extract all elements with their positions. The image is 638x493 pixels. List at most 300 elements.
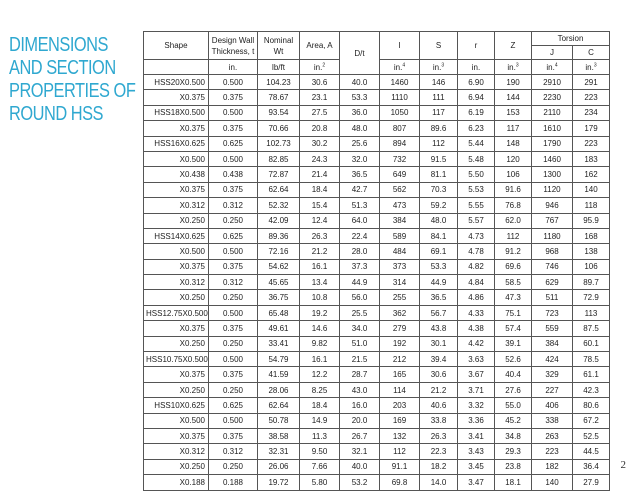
value-cell: 30.6: [420, 367, 458, 382]
value-cell: 41.59: [258, 367, 300, 382]
value-cell: 484: [380, 244, 420, 259]
value-cell: 117: [495, 121, 532, 136]
header-area: Area, A: [300, 32, 340, 60]
value-cell: 106: [495, 167, 532, 182]
value-cell: 968: [532, 244, 573, 259]
shape-cell: HSS12.75X0.500: [144, 305, 209, 320]
value-cell: 0.312: [209, 444, 258, 459]
shape-cell: X0.438: [144, 167, 209, 182]
value-cell: 1790: [532, 136, 573, 151]
value-cell: 179: [573, 121, 610, 136]
value-cell: 0.375: [209, 367, 258, 382]
value-cell: 0.312: [209, 275, 258, 290]
value-cell: 78.67: [258, 90, 300, 105]
value-cell: 72.16: [258, 244, 300, 259]
value-cell: 1460: [380, 75, 420, 90]
value-cell: 38.58: [258, 428, 300, 443]
shape-cell: X0.312: [144, 198, 209, 213]
value-cell: 117: [420, 105, 458, 120]
value-cell: 18.1: [495, 475, 532, 490]
value-cell: 148: [495, 136, 532, 151]
value-cell: 39.4: [420, 352, 458, 367]
value-cell: 649: [380, 167, 420, 182]
table-row: [144, 105, 610, 120]
value-cell: 732: [380, 151, 420, 166]
value-cell: 9.82: [300, 336, 340, 351]
value-cell: 9.50: [300, 444, 340, 459]
value-cell: 0.375: [209, 121, 258, 136]
value-cell: 40.0: [340, 75, 380, 90]
shape-cell: X0.500: [144, 151, 209, 166]
header-shape: Shape: [144, 32, 209, 60]
hss-properties-table: [143, 31, 610, 491]
value-cell: 56.0: [340, 290, 380, 305]
value-cell: 65.48: [258, 305, 300, 320]
value-cell: 473: [380, 198, 420, 213]
value-cell: 3.32: [458, 398, 495, 413]
value-cell: 40.4: [495, 367, 532, 382]
value-cell: 14.9: [300, 413, 340, 428]
value-cell: 111: [420, 90, 458, 105]
value-cell: 223: [532, 444, 573, 459]
value-cell: 42.7: [340, 182, 380, 197]
title-line-2: AND SECTION: [9, 57, 116, 79]
table-row: [144, 428, 610, 443]
value-cell: 4.33: [458, 305, 495, 320]
value-cell: 33.8: [420, 413, 458, 428]
value-cell: 2110: [532, 105, 573, 120]
table-row: [144, 75, 610, 90]
value-cell: 11.3: [300, 428, 340, 443]
value-cell: 95.9: [573, 213, 610, 228]
value-cell: 3.43: [458, 444, 495, 459]
value-cell: 1050: [380, 105, 420, 120]
value-cell: 183: [573, 151, 610, 166]
value-cell: 16.1: [300, 259, 340, 274]
value-cell: 5.50: [458, 167, 495, 182]
value-cell: 140: [573, 182, 610, 197]
value-cell: 227: [532, 382, 573, 397]
value-cell: 120: [495, 151, 532, 166]
value-cell: 291: [573, 75, 610, 90]
table-row: [144, 213, 610, 228]
value-cell: 0.500: [209, 151, 258, 166]
value-cell: 329: [532, 367, 573, 382]
value-cell: 0.500: [209, 244, 258, 259]
value-cell: 12.2: [300, 367, 340, 382]
value-cell: 57.4: [495, 321, 532, 336]
value-cell: 0.500: [209, 413, 258, 428]
table-row: [144, 382, 610, 397]
value-cell: 25.5: [340, 305, 380, 320]
value-cell: 212: [380, 352, 420, 367]
value-cell: 2910: [532, 75, 573, 90]
value-cell: 48.0: [420, 213, 458, 228]
header-j: J: [532, 46, 573, 60]
shape-cell: X0.375: [144, 428, 209, 443]
value-cell: 3.47: [458, 475, 495, 490]
value-cell: 102.73: [258, 136, 300, 151]
value-cell: 106: [573, 259, 610, 274]
value-cell: 511: [532, 290, 573, 305]
value-cell: 4.86: [458, 290, 495, 305]
value-cell: 182: [532, 459, 573, 474]
value-cell: 255: [380, 290, 420, 305]
value-cell: 0.500: [209, 105, 258, 120]
value-cell: 21.2: [300, 244, 340, 259]
value-cell: 52.5: [573, 428, 610, 443]
value-cell: 48.0: [340, 121, 380, 136]
value-cell: 3.67: [458, 367, 495, 382]
title-line-1: DIMENSIONS: [9, 34, 108, 56]
value-cell: 559: [532, 321, 573, 336]
value-cell: 36.5: [420, 290, 458, 305]
value-cell: 5.80: [300, 475, 340, 490]
unit-cell: in.$^4$: [380, 60, 420, 75]
value-cell: 60.1: [573, 336, 610, 351]
value-cell: 64.0: [340, 213, 380, 228]
table-row: [144, 121, 610, 136]
value-cell: 40.0: [340, 459, 380, 474]
shape-cell: X0.375: [144, 321, 209, 336]
value-cell: 3.71: [458, 382, 495, 397]
shape-cell: X0.500: [144, 244, 209, 259]
table-row: [144, 290, 610, 305]
value-cell: 33.41: [258, 336, 300, 351]
unit-cell: in.: [209, 60, 258, 75]
shape-cell: X0.250: [144, 213, 209, 228]
table-row: [144, 475, 610, 490]
table-row: [144, 398, 610, 413]
value-cell: 15.4: [300, 198, 340, 213]
value-cell: 3.36: [458, 413, 495, 428]
value-cell: 36.0: [340, 105, 380, 120]
value-cell: 30.2: [300, 136, 340, 151]
title-line-3: PROPERTIES OF: [9, 80, 136, 102]
value-cell: 279: [380, 321, 420, 336]
value-cell: 0.250: [209, 459, 258, 474]
value-cell: 1300: [532, 167, 573, 182]
value-cell: 28.06: [258, 382, 300, 397]
value-cell: 14.0: [420, 475, 458, 490]
shape-cell: HSS18X0.500: [144, 105, 209, 120]
value-cell: 54.79: [258, 352, 300, 367]
value-cell: 34.8: [495, 428, 532, 443]
value-cell: 140: [532, 475, 573, 490]
value-cell: 42.09: [258, 213, 300, 228]
header-design-wall: Design Wall Thickness, t: [209, 32, 258, 60]
value-cell: 0.625: [209, 398, 258, 413]
value-cell: 69.6: [495, 259, 532, 274]
value-cell: 4.73: [458, 228, 495, 243]
value-cell: 894: [380, 136, 420, 151]
value-cell: 54.62: [258, 259, 300, 274]
shape-cell: X0.250: [144, 290, 209, 305]
value-cell: 52.32: [258, 198, 300, 213]
value-cell: 118: [573, 198, 610, 213]
value-cell: 91.5: [420, 151, 458, 166]
header-s: S: [420, 32, 458, 60]
value-cell: 4.84: [458, 275, 495, 290]
value-cell: 19.2: [300, 305, 340, 320]
value-cell: 13.4: [300, 275, 340, 290]
value-cell: 44.5: [573, 444, 610, 459]
value-cell: 37.3: [340, 259, 380, 274]
value-cell: 946: [532, 198, 573, 213]
value-cell: 76.8: [495, 198, 532, 213]
value-cell: 192: [380, 336, 420, 351]
value-cell: 49.61: [258, 321, 300, 336]
header-nominal-wt: Nominal Wt: [258, 32, 300, 60]
value-cell: 55.0: [495, 398, 532, 413]
value-cell: 39.1: [495, 336, 532, 351]
value-cell: 27.5: [300, 105, 340, 120]
value-cell: 45.2: [495, 413, 532, 428]
table-row: [144, 305, 610, 320]
value-cell: 138: [573, 244, 610, 259]
value-cell: 27.9: [573, 475, 610, 490]
value-cell: 43.8: [420, 321, 458, 336]
shape-cell: X0.375: [144, 121, 209, 136]
value-cell: 69.8: [380, 475, 420, 490]
value-cell: 91.6: [495, 182, 532, 197]
value-cell: 0.625: [209, 228, 258, 243]
value-cell: 53.2: [340, 475, 380, 490]
value-cell: 4.42: [458, 336, 495, 351]
value-cell: 406: [532, 398, 573, 413]
value-cell: 589: [380, 228, 420, 243]
value-cell: 4.38: [458, 321, 495, 336]
value-cell: 32.1: [340, 444, 380, 459]
value-cell: 51.3: [340, 198, 380, 213]
value-cell: 0.438: [209, 167, 258, 182]
value-cell: 723: [532, 305, 573, 320]
header-i: I: [380, 32, 420, 60]
value-cell: 263: [532, 428, 573, 443]
value-cell: 82.85: [258, 151, 300, 166]
table-row: [144, 151, 610, 166]
shape-cell: HSS20X0.500: [144, 75, 209, 90]
value-cell: 14.6: [300, 321, 340, 336]
value-cell: 162: [573, 167, 610, 182]
value-cell: 22.4: [340, 228, 380, 243]
value-cell: 0.500: [209, 305, 258, 320]
value-cell: 5.55: [458, 198, 495, 213]
value-cell: 0.188: [209, 475, 258, 490]
value-cell: 81.1: [420, 167, 458, 182]
table-row: [144, 198, 610, 213]
table-row: [144, 321, 610, 336]
table-row: [144, 136, 610, 151]
value-cell: 62.64: [258, 182, 300, 197]
value-cell: 32.31: [258, 444, 300, 459]
value-cell: 47.3: [495, 290, 532, 305]
value-cell: 0.625: [209, 136, 258, 151]
value-cell: 362: [380, 305, 420, 320]
shape-cell: X0.375: [144, 182, 209, 197]
value-cell: 34.0: [340, 321, 380, 336]
value-cell: 3.45: [458, 459, 495, 474]
value-cell: 21.5: [340, 352, 380, 367]
value-cell: 234: [573, 105, 610, 120]
value-cell: 91.1: [380, 459, 420, 474]
value-cell: 5.44: [458, 136, 495, 151]
value-cell: 3.41: [458, 428, 495, 443]
table-row: [144, 259, 610, 274]
value-cell: 53.3: [340, 90, 380, 105]
shape-cell: X0.188: [144, 475, 209, 490]
value-cell: 0.375: [209, 90, 258, 105]
value-cell: 8.25: [300, 382, 340, 397]
shape-cell: X0.500: [144, 413, 209, 428]
value-cell: 28.7: [340, 367, 380, 382]
value-cell: 0.375: [209, 259, 258, 274]
value-cell: 24.3: [300, 151, 340, 166]
unit-cell: in.$^3$: [495, 60, 532, 75]
value-cell: 58.5: [495, 275, 532, 290]
value-cell: 384: [532, 336, 573, 351]
value-cell: 18.4: [300, 182, 340, 197]
value-cell: 87.5: [573, 321, 610, 336]
value-cell: 165: [380, 367, 420, 382]
value-cell: 767: [532, 213, 573, 228]
value-cell: 384: [380, 213, 420, 228]
value-cell: 1460: [532, 151, 573, 166]
table-row: [144, 352, 610, 367]
value-cell: 36.5: [340, 167, 380, 182]
header-torsion: Torsion: [532, 32, 610, 46]
value-cell: 7.66: [300, 459, 340, 474]
value-cell: 72.9: [573, 290, 610, 305]
value-cell: 62.0: [495, 213, 532, 228]
value-cell: 807: [380, 121, 420, 136]
shape-cell: X0.250: [144, 336, 209, 351]
value-cell: 23.1: [300, 90, 340, 105]
value-cell: 169: [380, 413, 420, 428]
value-cell: 56.7: [420, 305, 458, 320]
unit-cell: in.$^3$: [420, 60, 458, 75]
value-cell: 30.1: [420, 336, 458, 351]
value-cell: 20.0: [340, 413, 380, 428]
value-cell: 424: [532, 352, 573, 367]
table-row: [144, 228, 610, 243]
shape-cell: HSS10.75X0.500: [144, 352, 209, 367]
value-cell: 153: [495, 105, 532, 120]
value-cell: 59.2: [420, 198, 458, 213]
value-cell: 28.0: [340, 244, 380, 259]
table-header: [144, 32, 610, 75]
value-cell: 26.3: [300, 228, 340, 243]
value-cell: 4.78: [458, 244, 495, 259]
table-row: [144, 167, 610, 182]
value-cell: 26.3: [420, 428, 458, 443]
header-z: Z: [495, 32, 532, 60]
value-cell: 40.6: [420, 398, 458, 413]
value-cell: 93.54: [258, 105, 300, 120]
unit-cell: in.$^2$: [300, 60, 340, 75]
value-cell: 5.57: [458, 213, 495, 228]
value-cell: 5.48: [458, 151, 495, 166]
table-row: [144, 90, 610, 105]
units-shape-cell: [144, 60, 209, 75]
value-cell: 21.4: [300, 167, 340, 182]
value-cell: 6.90: [458, 75, 495, 90]
value-cell: 25.6: [340, 136, 380, 151]
value-cell: 27.6: [495, 382, 532, 397]
table-row: [144, 182, 610, 197]
value-cell: 36.4: [573, 459, 610, 474]
value-cell: 19.72: [258, 475, 300, 490]
page-number: 2: [620, 459, 626, 471]
shape-cell: HSS10X0.625: [144, 398, 209, 413]
value-cell: 20.8: [300, 121, 340, 136]
value-cell: 23.8: [495, 459, 532, 474]
unit-cell: in.$^3$: [573, 60, 610, 75]
shape-cell: HSS14X0.625: [144, 228, 209, 243]
table-row: [144, 413, 610, 428]
table-row: [144, 367, 610, 382]
value-cell: 114: [380, 382, 420, 397]
value-cell: 0.500: [209, 75, 258, 90]
shape-cell: X0.375: [144, 259, 209, 274]
unit-cell: in.$^4$: [532, 60, 573, 75]
value-cell: 84.1: [420, 228, 458, 243]
value-cell: 18.4: [300, 398, 340, 413]
table-row: [144, 459, 610, 474]
value-cell: 45.65: [258, 275, 300, 290]
value-cell: 562: [380, 182, 420, 197]
shape-cell: X0.250: [144, 459, 209, 474]
value-cell: 146: [420, 75, 458, 90]
value-cell: 6.19: [458, 105, 495, 120]
value-cell: 0.250: [209, 382, 258, 397]
value-cell: 89.36: [258, 228, 300, 243]
value-cell: 36.75: [258, 290, 300, 305]
value-cell: 69.1: [420, 244, 458, 259]
value-cell: 16.1: [300, 352, 340, 367]
header-c: C: [573, 46, 610, 60]
value-cell: 80.6: [573, 398, 610, 413]
table-row: [144, 244, 610, 259]
shape-cell: X0.312: [144, 444, 209, 459]
value-cell: 44.9: [340, 275, 380, 290]
value-cell: 21.2: [420, 382, 458, 397]
value-cell: 0.250: [209, 290, 258, 305]
value-cell: 1110: [380, 90, 420, 105]
value-cell: 223: [573, 90, 610, 105]
value-cell: 223: [573, 136, 610, 151]
value-cell: 70.3: [420, 182, 458, 197]
value-cell: 32.0: [340, 151, 380, 166]
value-cell: 0.250: [209, 336, 258, 351]
value-cell: 10.8: [300, 290, 340, 305]
value-cell: 113: [573, 305, 610, 320]
value-cell: 16.0: [340, 398, 380, 413]
value-cell: 50.78: [258, 413, 300, 428]
value-cell: 89.7: [573, 275, 610, 290]
value-cell: 0.375: [209, 182, 258, 197]
value-cell: 112: [380, 444, 420, 459]
value-cell: 5.53: [458, 182, 495, 197]
value-cell: 51.0: [340, 336, 380, 351]
value-cell: 89.6: [420, 121, 458, 136]
value-cell: 112: [420, 136, 458, 151]
value-cell: 629: [532, 275, 573, 290]
value-cell: 43.0: [340, 382, 380, 397]
value-cell: 144: [495, 90, 532, 105]
value-cell: 0.375: [209, 428, 258, 443]
value-cell: 72.87: [258, 167, 300, 182]
